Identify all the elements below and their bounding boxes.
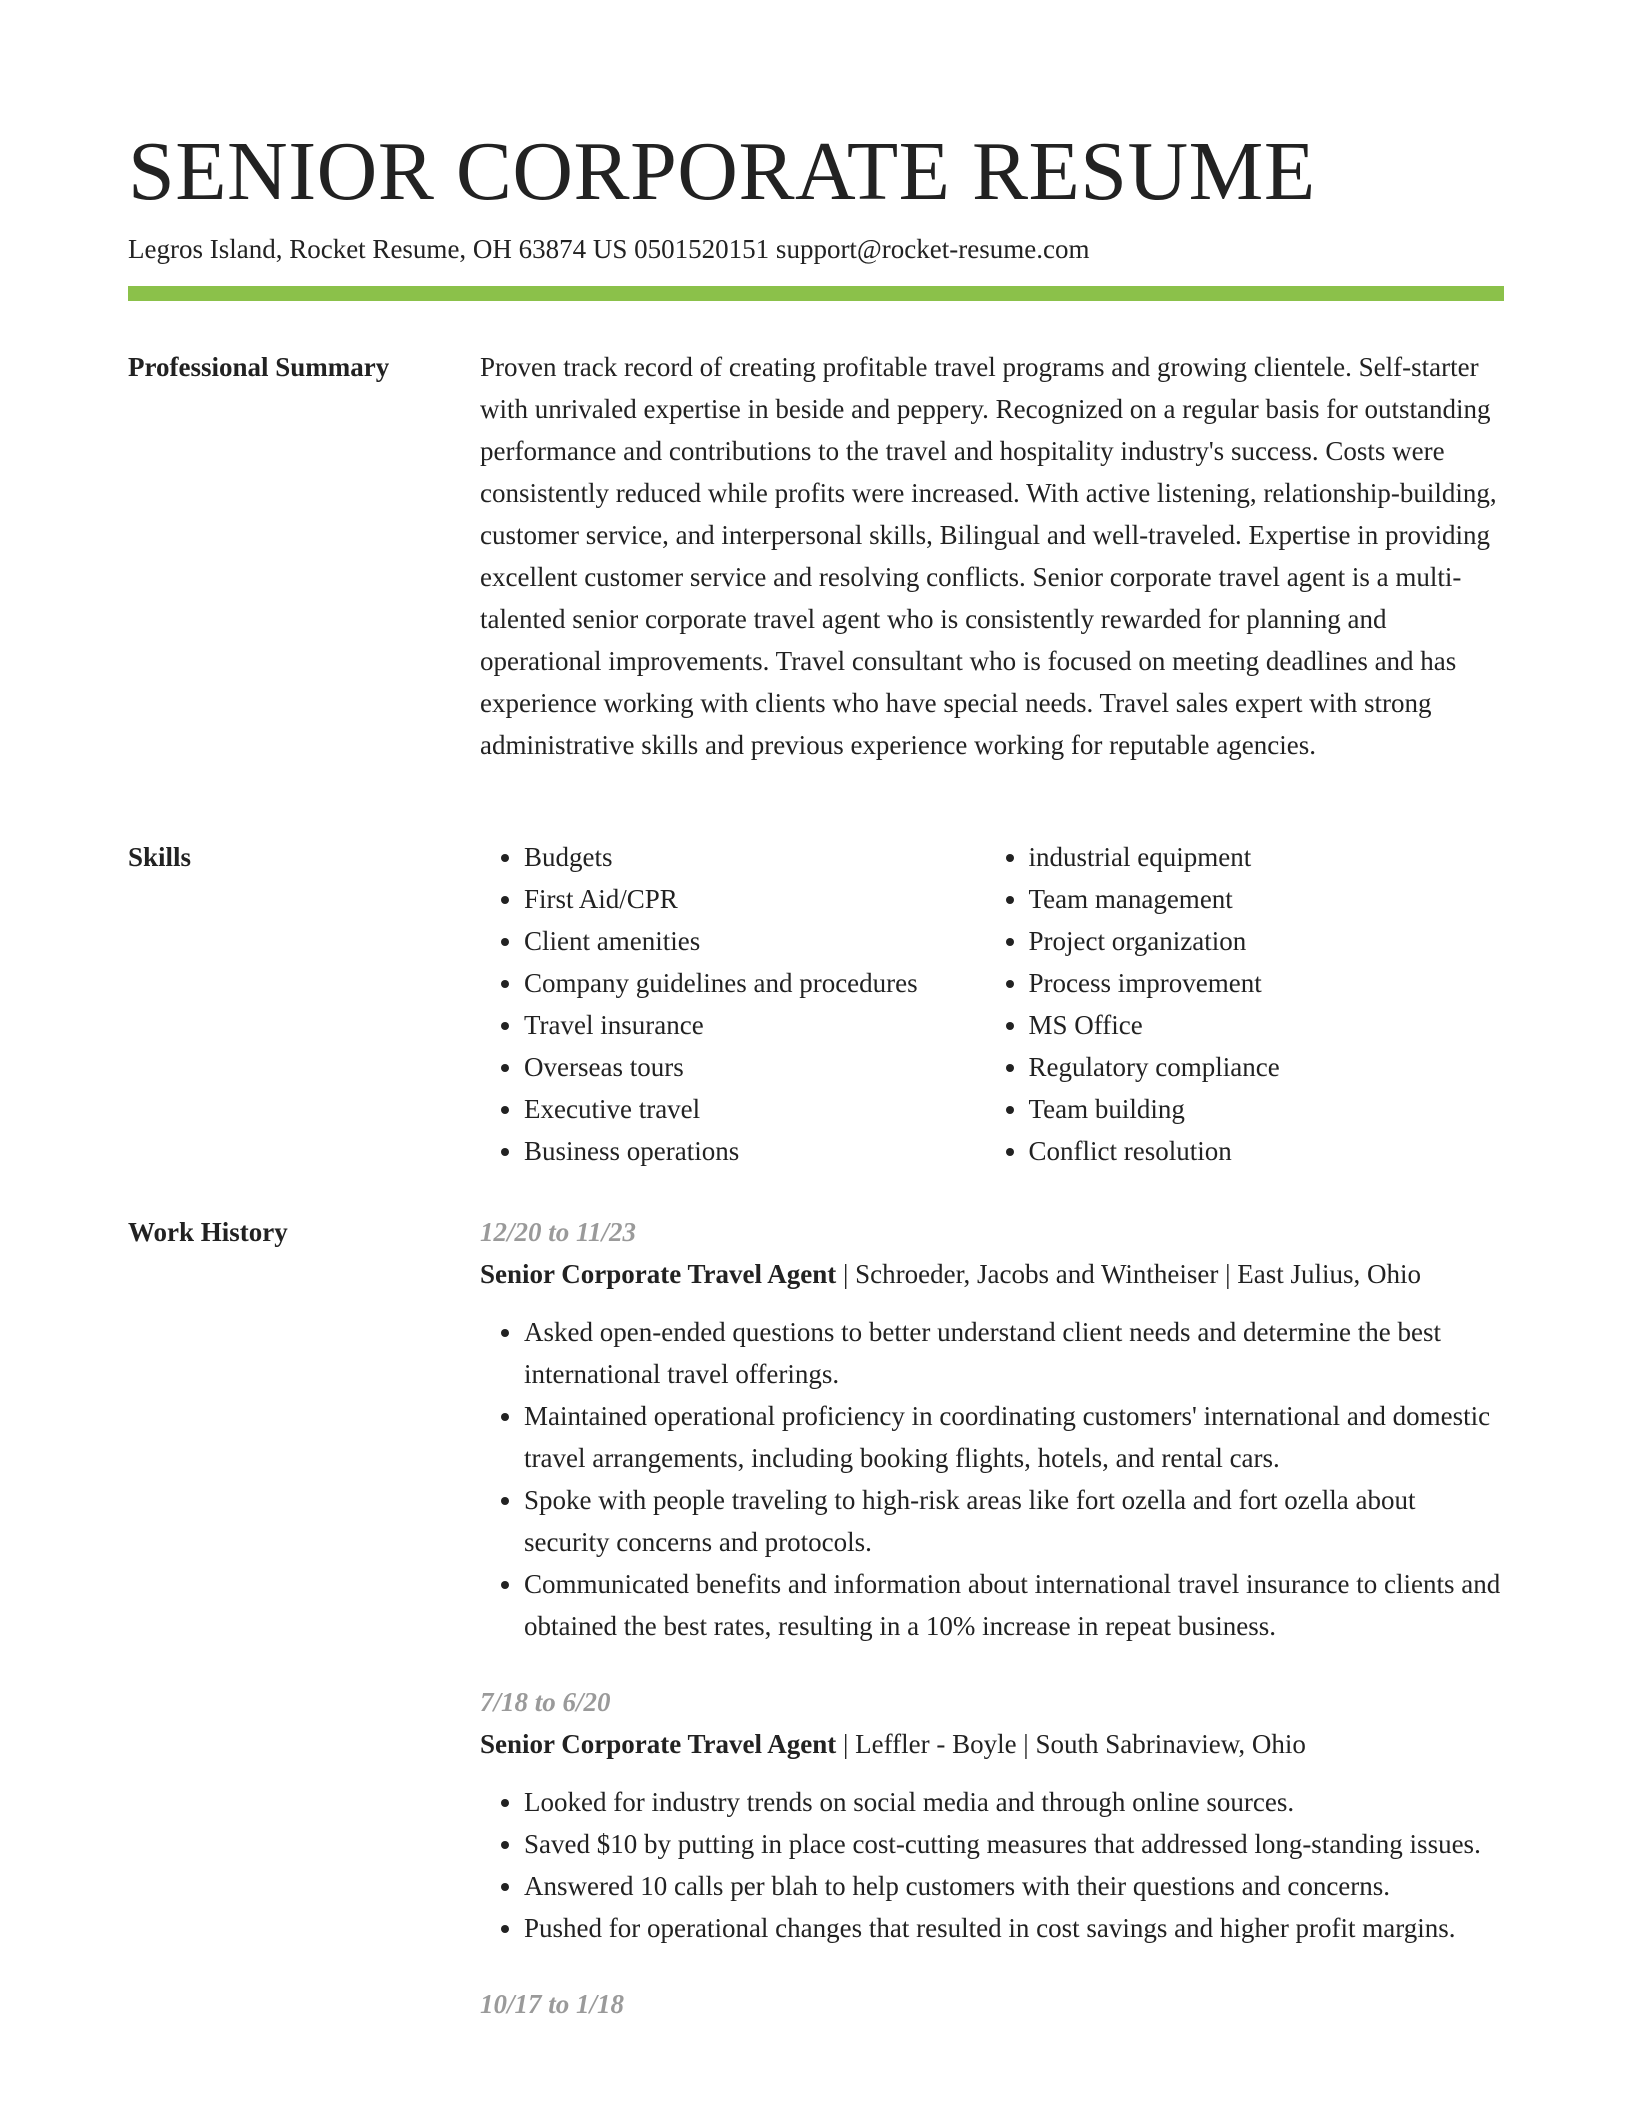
job-employer-location: | Leffler - Boyle | South Sabrinaview, Ohio bbox=[836, 1729, 1306, 1759]
skills-label: Skills bbox=[128, 842, 192, 872]
accent-divider bbox=[128, 286, 1504, 301]
skill-item: • First Aid/CPR bbox=[524, 878, 940, 920]
job-heading bbox=[480, 1723, 1504, 1765]
job-dates: 10/17 to 1/18 bbox=[480, 1989, 625, 2019]
summary-body bbox=[480, 346, 1504, 766]
skill-item: • Project organization bbox=[1029, 920, 1504, 962]
job-entry bbox=[480, 1211, 1504, 1647]
job-heading bbox=[480, 1253, 1504, 1295]
job-entry bbox=[480, 1983, 1504, 2025]
work-history-body bbox=[480, 1211, 1504, 2059]
skill-item: • Conflict resolution bbox=[1029, 1130, 1504, 1172]
job-dates: 7/18 to 6/20 bbox=[480, 1687, 611, 1717]
resume-title: SENIOR CORPORATE RESUME bbox=[128, 125, 1316, 218]
skill-item: • Team management bbox=[1029, 878, 1504, 920]
job-bullet: • Asked open-ended questions to better understand client needs and determine the best international travel offerings. bbox=[524, 1311, 1504, 1395]
job-bullet: • Spoke with people traveling to high-risk areas like fort ozella and fort ozella about security concerns and protocols. bbox=[524, 1479, 1504, 1563]
job-title: Senior Corporate Travel Agent bbox=[480, 1729, 837, 1759]
skill-item: • Overseas tours bbox=[524, 1046, 940, 1088]
job-title: Senior Corporate Travel Agent bbox=[480, 1259, 837, 1289]
skill-item: • Travel insurance bbox=[524, 1004, 940, 1046]
job-dates: 12/20 to 11/23 bbox=[480, 1217, 637, 1247]
job-bullet: • Maintained operational proficiency in coordinating customers' international and domestic travel arrangements, including booking flights, hotels, and rental cars. bbox=[524, 1395, 1504, 1479]
skill-item: • Team building bbox=[1029, 1088, 1504, 1130]
skill-item: • Budgets bbox=[524, 836, 940, 878]
skills-list-left bbox=[480, 836, 940, 1172]
job-bullet: • Answered 10 calls per blah to help customers with their questions and concerns. bbox=[524, 1865, 1504, 1907]
skill-item: • MS Office bbox=[1029, 1004, 1504, 1046]
job-bullet: • Looked for industry trends on social media and through online sources. bbox=[524, 1781, 1504, 1823]
work-history-label: Work History bbox=[128, 1217, 288, 1247]
job-bullets bbox=[480, 1311, 1504, 1647]
summary-label: Professional Summary bbox=[128, 352, 390, 382]
job-entry bbox=[480, 1681, 1504, 1949]
summary-text: Proven track record of creating profitable travel programs and growing clientele. Self-starter with unrivaled expertise in beside and peppery. Recognized on a regular basis for outstanding performance and contributions to the travel and hospitality industry's success. Costs were consistently reduced while profits were increased. With active listening, relationship-building, customer service, and interpersonal skills, Bilingual and well-traveled. Expertise in providing excellent customer service and resolving conflicts. Senior corporate travel agent is a multi-talented senior corporate travel agent who is consistently rewarded for planning and operational improvements. Travel consultant who is focused on meeting deadlines and has experience working with clients who have special needs. Travel sales expert with strong administrative skills and previous experience working for reputable agencies. bbox=[480, 352, 1497, 760]
skills-columns bbox=[480, 836, 1504, 1172]
skill-item: • Client amenities bbox=[524, 920, 940, 962]
skill-item: • industrial equipment bbox=[1029, 836, 1504, 878]
skill-item: • Business operations bbox=[524, 1130, 940, 1172]
job-bullet: • Communicated benefits and information about international travel insurance to clients and obtained the best rates, resulting in a 10% increase in repeat business. bbox=[524, 1563, 1504, 1647]
skills-body bbox=[480, 836, 1504, 1172]
skill-item: • Regulatory compliance bbox=[1029, 1046, 1504, 1088]
skill-item: • Process improvement bbox=[1029, 962, 1504, 1004]
job-bullets bbox=[480, 1781, 1504, 1949]
skills-list-right bbox=[985, 836, 1504, 1172]
job-bullet: • Pushed for operational changes that resulted in cost savings and higher profit margins. bbox=[524, 1907, 1504, 1949]
contact-line: Legros Island, Rocket Resume, OH 63874 US 0501520151 support@rocket-resume.com bbox=[128, 234, 1090, 264]
job-employer-location: | Schroeder, Jacobs and Wintheiser | East Julius, Ohio bbox=[836, 1259, 1422, 1289]
skill-item: • Executive travel bbox=[524, 1088, 940, 1130]
skill-item: • Company guidelines and procedures bbox=[524, 962, 940, 1004]
job-bullet: • Saved $10 by putting in place cost-cutting measures that addressed long-standing issues. bbox=[524, 1823, 1504, 1865]
